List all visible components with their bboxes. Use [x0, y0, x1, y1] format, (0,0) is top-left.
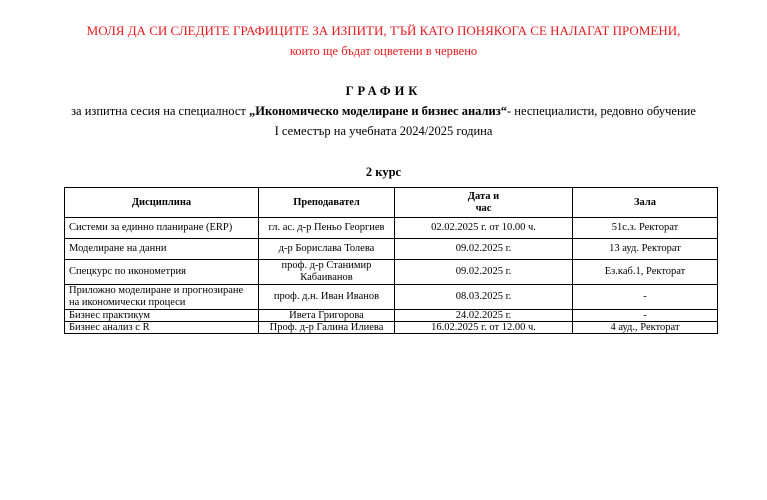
- specialty-name: „Икономическо моделиране и бизнес анализ“: [249, 104, 507, 118]
- table-row: [65, 285, 718, 310]
- cell-lecturer: проф. д-р Станимир Кабаиванов: [259, 260, 395, 285]
- cell-discipline: Спецкурс по иконометрия: [65, 260, 259, 285]
- header-lecturer: Преподавател: [259, 188, 395, 218]
- subtitle: [0, 104, 767, 119]
- header-discipline: Дисциплина: [65, 188, 259, 218]
- notice-line-2: които ще бъдат оцветени в червено: [289, 44, 478, 58]
- cell-datetime: 16.02.2025 г. от 12.00 ч.: [395, 322, 573, 334]
- header-datetime-line1: Дата и: [467, 190, 500, 202]
- header-datetime-line2: час: [475, 202, 492, 214]
- cell-lecturer: гл. ас. д-р Пеньо Георгиев: [259, 218, 395, 239]
- semester-line: I семестър на учебната 2024/2025 година: [274, 124, 493, 138]
- cell-lecturer: д-р Борислава Толева: [259, 239, 395, 260]
- cell-room: Ез.каб.1, Ректорат: [573, 260, 718, 285]
- header-datetime: [395, 188, 573, 218]
- cell-discipline: Системи за единно планиране (ERP): [65, 218, 259, 239]
- cell-room: 13 ауд. Ректорат: [573, 239, 718, 260]
- cell-room: -: [573, 285, 718, 310]
- cell-discipline: Бизнес практикум: [65, 310, 259, 322]
- subtitle-suffix: - неспециалисти, редовно обучение: [507, 104, 696, 118]
- table-row: [65, 239, 718, 260]
- cell-lecturer: проф. д.н. Иван Иванов: [259, 285, 395, 310]
- page-title: ГРАФИК: [345, 84, 422, 98]
- cell-datetime: 08.03.2025 г.: [395, 285, 573, 310]
- cell-discipline: Бизнес анализ с R: [65, 322, 259, 334]
- cell-room: -: [573, 310, 718, 322]
- notice-line-1: МОЛЯ ДА СИ СЛЕДИТЕ ГРАФИЦИТЕ ЗА ИЗПИТИ, ТЪЙ КАТО ПОНЯКОГА СЕ НАЛАГАТ ПРОМЕНИ,: [86, 23, 681, 38]
- cell-room: 51с.з. Ректорат: [573, 218, 718, 239]
- cell-datetime: 09.02.2025 г.: [395, 260, 573, 285]
- cell-discipline: Моделиране на данни: [65, 239, 259, 260]
- course-heading: 2 курс: [365, 165, 402, 179]
- cell-datetime: 02.02.2025 г. от 10.00 ч.: [395, 218, 573, 239]
- table-row: [65, 218, 718, 239]
- table-row: [65, 310, 718, 322]
- cell-discipline: Приложно моделиране и прогнозиране на икономически процеси: [65, 285, 259, 310]
- cell-lecturer: Проф. д-р Галина Илиева: [259, 322, 395, 334]
- cell-datetime: 24.02.2025 г.: [395, 310, 573, 322]
- table-row: [65, 260, 718, 285]
- table-header-row: [65, 188, 718, 218]
- cell-datetime: 09.02.2025 г.: [395, 239, 573, 260]
- table-row: [65, 322, 718, 334]
- subtitle-prefix: за изпитна сесия на специалност: [71, 104, 250, 118]
- header-room: Зала: [573, 188, 718, 218]
- exam-schedule-table: [64, 187, 718, 334]
- cell-room: 4 ауд., Ректорат: [573, 322, 718, 334]
- cell-lecturer: Ивета Григорова: [259, 310, 395, 322]
